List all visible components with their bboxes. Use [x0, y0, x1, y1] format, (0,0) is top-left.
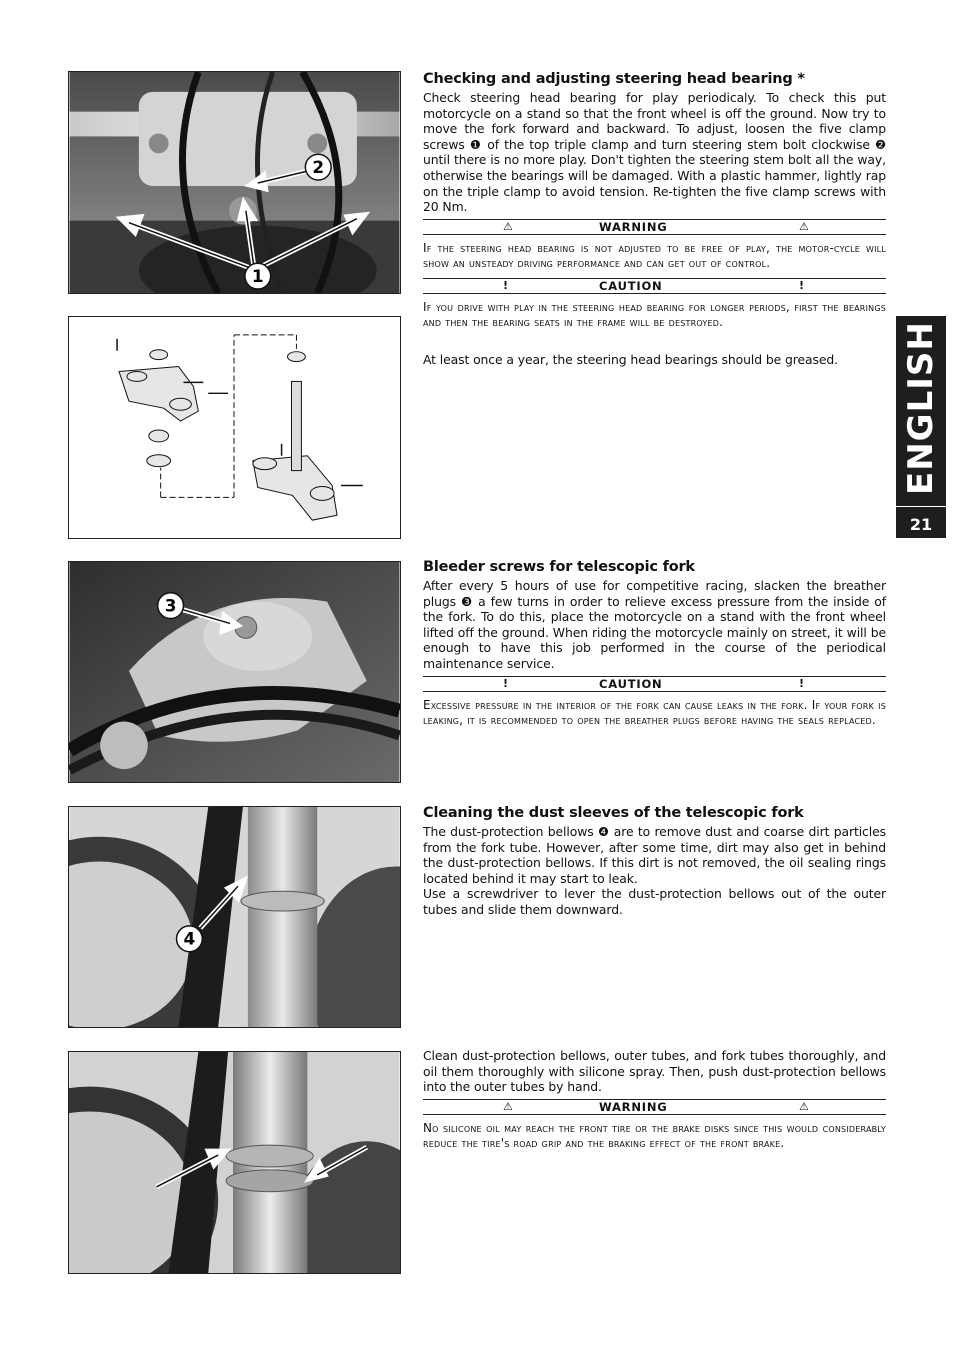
caution-icon: ! [799, 676, 805, 690]
callout-1: 1 [251, 266, 264, 287]
language-label: ENGLISH [901, 321, 941, 495]
section-steering [423, 71, 886, 368]
warning-bar [423, 219, 886, 235]
warning-label: WARNING [599, 219, 668, 234]
caution-icon: ! [799, 278, 805, 292]
section-title: Bleeder screws for telescopic fork [423, 559, 695, 575]
warning-label: WARNING [599, 1099, 668, 1114]
steering-body: Check steering head bearing for play periodicaly. To check this put motorcycle on a stand so that the front wheel is off the ground. Now try to move the fork forward and backward. To adjust, loosen the five clamp screws ❶ of the top triple clamp and turn steering stem bolt clockwise ❷ until there is no more play. Don't tighten the steering stem bolt all the way, otherwise the bearings will be damaged. With a plastic hammer, lightly rap on the triple clamp to avoid tension. Re-tighten the five clamp screws with 20 Nm. [423, 90, 886, 215]
section-cleaning [423, 1048, 886, 1152]
caution-bar [423, 278, 886, 294]
dust-body-2: Use a screwdriver to lever the dust-protection bellows out of the outer tubes and slide them downward. [423, 886, 886, 917]
caution-label: CAUTION [599, 278, 663, 293]
callout-2: 2 [312, 157, 325, 178]
section-dust-sleeves [423, 805, 886, 918]
bleeder-body: After every 5 hours of use for competitive racing, slacken the breather plugs ❸ a few turns in order to relieve excess pressure from the inside of the fork. To do this, place the motorcycle on a stand with the front wheel lifted off the ground. When riding the motorcycle mainly on street, it will be enough to have this job performed in the course of the periodical maintenance service. [423, 578, 886, 671]
warning-icon: ⚠ [503, 219, 513, 233]
photo-bellows-installed [68, 1051, 401, 1274]
tab-divider [896, 506, 946, 507]
ref-3: ❸ [460, 593, 474, 609]
photo-steering-head [68, 71, 401, 294]
section-title: Checking and adjusting steering head bearing * [423, 71, 805, 87]
caution-icon: ! [503, 278, 509, 292]
dust-body: The dust-protection bellows ❹ are to remove dust and coarse dirt particles from the fork tube. However, after some time, dirt may also get in behind the dust-protection bellows. If this dirt is not removed, the oil sealing rings located behind it may start to leak. [423, 824, 886, 886]
warning-text: If the steering head bearing is not adjusted to be free of play, the motor-cycle will show an unsteady driving performance and can get out of control. [423, 240, 886, 271]
caution-icon: ! [503, 676, 509, 690]
caution-text: If you drive with play in the steering head bearing for longer periods, first the bearings and then the bearing seats in the frame will be destroyed. [423, 299, 886, 329]
dust-sleeve-illustration [69, 807, 400, 1027]
caution-text: Excessive pressure in the interior of the fork can cause leaks in the fork. If your fork is leaking, it is recommended to open the breather plugs before having the seals replaced. [423, 697, 886, 727]
grease-note: At least once a year, the steering head bearings should be greased. [423, 352, 838, 368]
page-number: 21 [909, 515, 933, 534]
warning-text: No silicone oil may reach the front tire or the brake disks since this would considerably reduce the tire's road grip and the braking effect of the front brake. [423, 1120, 886, 1151]
warning-icon: ⚠ [503, 1099, 513, 1113]
caution-label: CAUTION [599, 676, 663, 691]
warning-icon: ⚠ [799, 219, 809, 233]
steering-head-illustration [69, 72, 400, 293]
triple-clamp-diagram [69, 317, 400, 538]
section-title: Cleaning the dust sleeves of the telescopic fork [423, 805, 804, 821]
language-tab [896, 316, 946, 538]
bellows-illustration [69, 1052, 400, 1273]
ref-4: ❹ [597, 824, 610, 839]
warning-bar [423, 1099, 886, 1115]
photo-bleeder-screw [68, 561, 401, 783]
exploded-diagram [68, 316, 401, 539]
callout-4: 4 [183, 928, 196, 949]
bleeder-illustration [69, 562, 400, 782]
photo-dust-sleeves [68, 806, 401, 1028]
callout-3: 3 [164, 595, 177, 616]
ref-2: ❷ [874, 136, 886, 152]
caution-bar [423, 676, 886, 692]
section-bleeder [423, 559, 886, 728]
clean-body: Clean dust-protection bellows, outer tubes, and fork tubes thoroughly, and oil them thoroughly with silicone spray. Then, push dust-protection bellows into the outer tubes by hand. [423, 1048, 886, 1095]
ref-1: ❶ [469, 136, 483, 152]
warning-icon: ⚠ [799, 1099, 809, 1113]
